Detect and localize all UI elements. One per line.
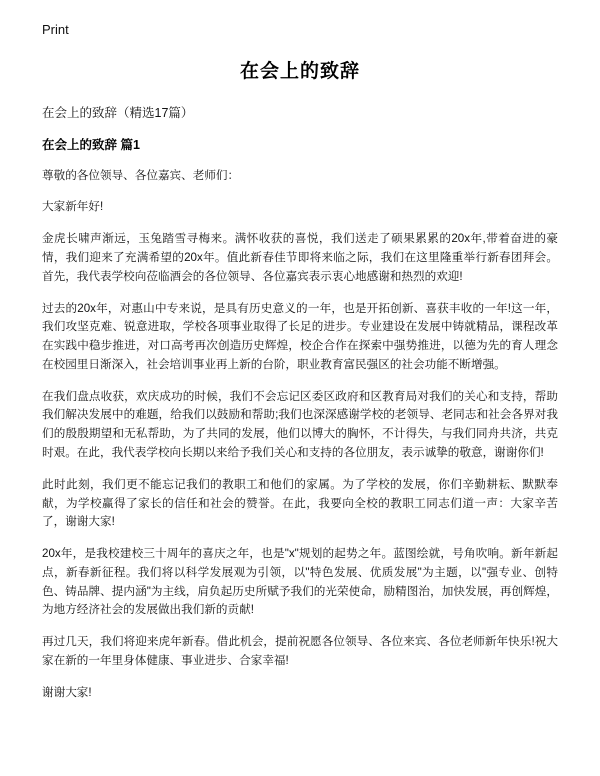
paragraph: 尊敬的各位领导、各位嘉宾、老师们： [42,168,240,182]
paragraph: 此时此刻，我们更不能忘记我们的教职工和他们的家属。为了学校的发展，你们辛勤耕耘、默默奉献，为学校赢得了家长的信任和社会的赞誉。在此，我要向全校的教职工同志们道一声：大家辛苦了，谢谢大家! [42,477,558,529]
paragraph: 20x年，是我校建校三十周年的喜庆之年，也是"x"规划的起势之年。蓝图绘就，号角吹响。新年新起点，新春新征程。我们将以科学发展观为引领，以"特色发展、优质发展"为主题，以"强专业、创特色、铸品牌、提内涵"为主线，肩负起历史所赋予我们的光荣使命，励精图治，加快发展，再创辉煌，为地方经济社会的发展做出我们新的贡献! [42,547,558,617]
paragraph: 谢谢大家! [42,685,92,699]
paragraph: 再过几天，我们将迎来虎年新春。借此机会，提前祝愿各位领导、各位来宾、各位老师新年快乐!祝大家在新的一年里身体健康、事业进步、合家幸福! [42,635,558,667]
page-title: 在会上的致辞 [239,60,360,82]
document-subtitle: 在会上的致辞（精选17篇） [42,105,194,120]
paragraph: 金虎长啸声渐远，玉兔踏雪寻梅来。满怀收获的喜悦，我们送走了硕果累累的20x年,带着奋进的豪情，我们迎来了充满希望的20x年。值此新春佳节即将来临之际，我们在这里隆重举行新春团拜会。首先，我代表学校向莅临酒会的各位领导、各位嘉宾表示衷心地感谢和热烈的欢迎! [42,232,558,283]
print-button[interactable]: Print [42,22,69,37]
paragraph: 过去的20x年，对惠山中专来说，是具有历史意义的一年，也是开拓创新、喜获丰收的一年!这一年，我们攻坚克难、锐意进取，学校各项事业取得了长足的进步。专业建设在发展中铸就精品，课程改革在实践中稳步推进，对口高考再次创造历史辉煌，校企合作在探索中强势推进，以德为先的育人理念在校园里日渐深入，社会培训事业再上新的台阶，职业教育富民强区的社会功能不断增强。 [42,301,558,371]
section-heading: 在会上的致辞 篇1 [42,137,140,152]
paragraph: 大家新年好! [42,200,104,214]
paragraph: 在我们盘点收获，欢庆成功的时候，我们不会忘记区委区政府和区教育局对我们的关心和支持，帮助我们解决发展中的难题，给我们以鼓励和帮助;我们也深深感谢学校的老领导、老同志和社会各界对我们的殷殷期望和无私帮助，为了共同的发展，他们以博大的胸怀，不计得失，与我们同舟共济，共克时艰。在此，我代表学校向长期以来给予我们关心和支持的各位朋友，表示诚挚的敬意，谢谢你们! [42,389,558,459]
